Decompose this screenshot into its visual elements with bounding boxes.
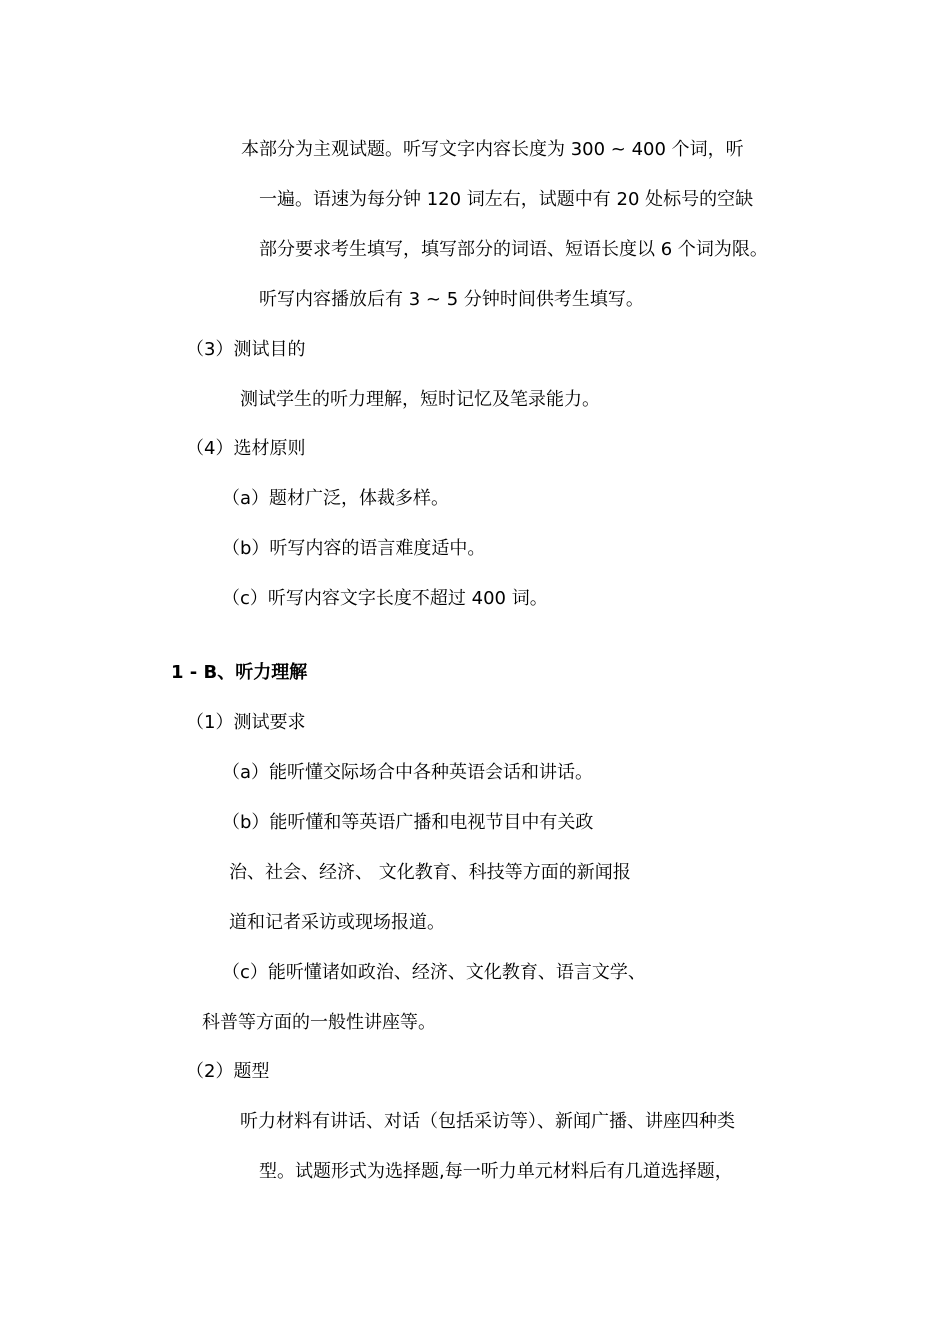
section-4-item-a: （a）题材广泛，体裁多样。 <box>222 488 450 509</box>
requirement-a: （a）能听懂交际场合中各种英语会话和讲话。 <box>222 762 594 783</box>
intro-line-1: 本部分为主观试题。听写文字内容长度为 300 ~ 400 个词，听 <box>241 139 744 160</box>
requirement-b-line-1: （b）能听懂和等英语广播和电视节目中有关政 <box>222 812 594 833</box>
intro-line-4: 听写内容播放后有 3 ~ 5 分钟时间供考生填写。 <box>259 289 644 310</box>
requirement-b-line-3: 道和记者采访或现场报道。 <box>229 912 445 933</box>
section-4-item-c: （c）听写内容文字长度不超过 400 词。 <box>222 588 548 609</box>
part-1b-heading: 1 - B、听力理解 <box>171 662 308 683</box>
section-3-title: （3）测试目的 <box>186 339 306 360</box>
question-type-title: （2）题型 <box>186 1061 270 1082</box>
section-4-title: （4）选材原则 <box>186 438 306 459</box>
requirement-c-line-1: （c）能听懂诸如政治、经济、文化教育、语言文学、 <box>222 962 646 983</box>
question-type-line-2: 型。试题形式为选择题,每一听力单元材料后有几道选择题， <box>259 1161 733 1182</box>
section-4-item-b: （b）听写内容的语言难度适中。 <box>222 538 486 559</box>
intro-line-2: 一遍。语速为每分钟 120 词左右，试题中有 20 处标号的空缺 <box>259 189 754 210</box>
question-type-line-1: 听力材料有讲话、对话（包括采访等）、新闻广播、讲座四种类 <box>240 1111 735 1132</box>
requirements-title: （1）测试要求 <box>186 712 306 733</box>
requirement-b-line-2: 治、社会、经济、 文化教育、科技等方面的新闻报 <box>229 862 631 883</box>
section-3-body: 测试学生的听力理解，短时记忆及笔录能力。 <box>240 389 600 410</box>
intro-line-3: 部分要求考生填写，填写部分的词语、短语长度以 6 个词为限。 <box>259 239 768 260</box>
requirement-c-line-2: 科普等方面的一般性讲座等。 <box>202 1012 436 1033</box>
